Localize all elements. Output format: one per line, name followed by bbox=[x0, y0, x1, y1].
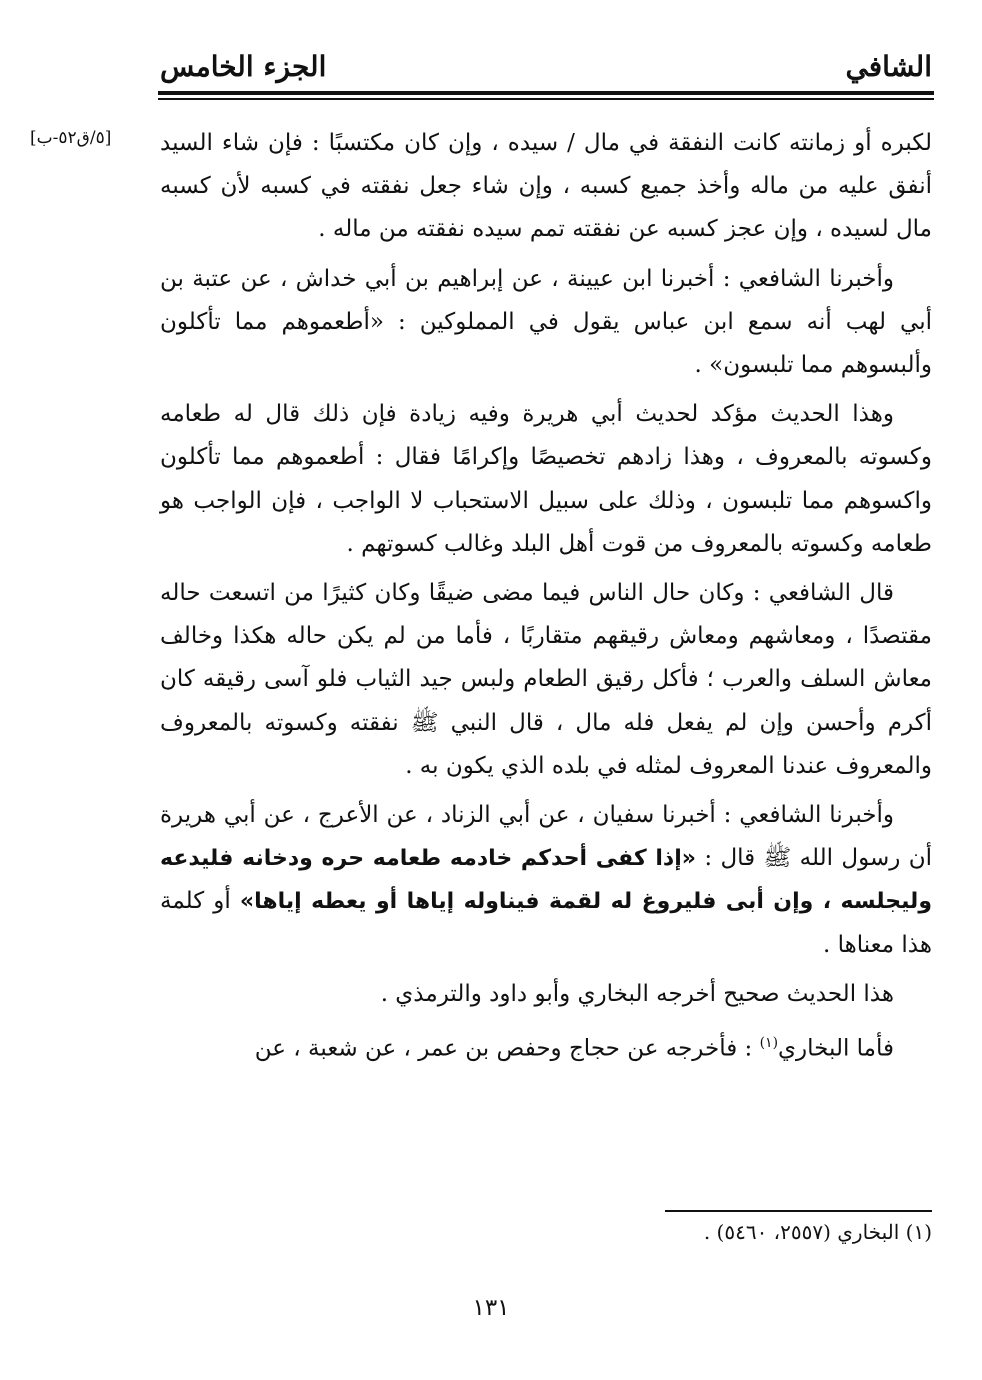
running-header bbox=[160, 40, 932, 92]
paragraph-7 bbox=[160, 1022, 932, 1071]
paragraph-5-intro: وأخبرنا الشافعي : أخبرنا سفيان ، عن أبي الزناد ، عن الأعرج ، عن أبي هريرة أن رسول الله ﷺ قال : bbox=[160, 802, 932, 872]
main-text bbox=[160, 122, 932, 1077]
paragraph-2: وأخبرنا الشافعي : أخبرنا ابن عيينة ، عن إبراهيم بن أبي خداش ، عن عتبة بن أبي لهب أنه سمع ابن عباس يقول في المملوكين : «أطعموهم مما تأكلون وألبسوهم مما تلبسون» . bbox=[160, 265, 932, 379]
paragraph-7-start: فأما البخاري bbox=[778, 1035, 894, 1062]
hadith-text: «إذا كفى أحدكم خادمه طعامه حره ودخانه فليدعه وليجلسه ، وإن أبى فليروغ له لقمة فيناوله إياها أو يعطه إياها» bbox=[160, 846, 932, 915]
paragraph-4: قال الشافعي : وكان حال الناس فيما مضى ضيقًا وكان كثيرًا من اتسعت حاله مقتصدًا ، ومعاشهم ومعاش رقيقهم متقاربًا ، فأما من لم يكن حاله هكذا وخالف معاش السلف والعرب ؛ فأكل رقيق الطعام ولبس جيد الثياب فلو آسى رقيقه كان أكرم وأحسن وإن لم يفعل فله مال ، قال النبي ﷺ نفقته وكسوته بالمعروف والمعروف عندنا المعروف لمثله في بلده الذي يكون به . bbox=[160, 580, 932, 779]
paragraph-3: وهذا الحديث مؤكد لحديث أبي هريرة وفيه زيادة فإن ذلك قال له طعامه وكسوته بالمعروف ، وهذا زادهم تخصيصًا وإكرامًا فقال : أطعموهم مما تأكلون واكسوهم مما تلبسون ، وذلك على سبيل الاستحباب لا الواجب ، فإن الواجب هو طعامه وكسوته بالمعروف من قوت أهل البلد وغالب كسوتهم . bbox=[160, 401, 932, 557]
header-rule-thin bbox=[158, 98, 934, 100]
book-title: الشافي bbox=[845, 50, 932, 83]
footnote-marker: (١) bbox=[759, 1035, 779, 1052]
page-number: ١٣١ bbox=[472, 1295, 510, 1321]
paragraph-7-rest: : فأخرجه عن حجاج وحفص بن عمر ، عن شعبة ، عن bbox=[254, 1035, 760, 1062]
paragraph-6: هذا الحديث صحيح أخرجه البخاري وأبو داود والترمذي . bbox=[380, 980, 894, 1007]
manuscript-folio-note: [٥/ق٥٢-ب] bbox=[30, 128, 112, 148]
footnote: (١) البخاري (٢٥٥٧، ٥٤٦٠) . bbox=[703, 1220, 932, 1244]
paragraph-5-outro: أو كلمة هذا معناها . bbox=[160, 888, 932, 958]
paragraph-1: لكبره أو زمانته كانت النفقة في مال / سيده ، وإن كان مكتسبًا : فإن شاء السيد أنفق عليه من ماله وأخذ جميع كسبه ، وإن شاء جعل نفقته في كسبه لأن كسبه مال لسيده ، وإن عجز كسبه عن نفقته تمم سيده نفقته من ماله . bbox=[160, 130, 932, 243]
volume-title: الجزء الخامس bbox=[160, 50, 327, 83]
footnote-separator bbox=[665, 1210, 932, 1212]
header-rule-thick bbox=[158, 91, 934, 95]
paragraph-5 bbox=[160, 794, 932, 967]
